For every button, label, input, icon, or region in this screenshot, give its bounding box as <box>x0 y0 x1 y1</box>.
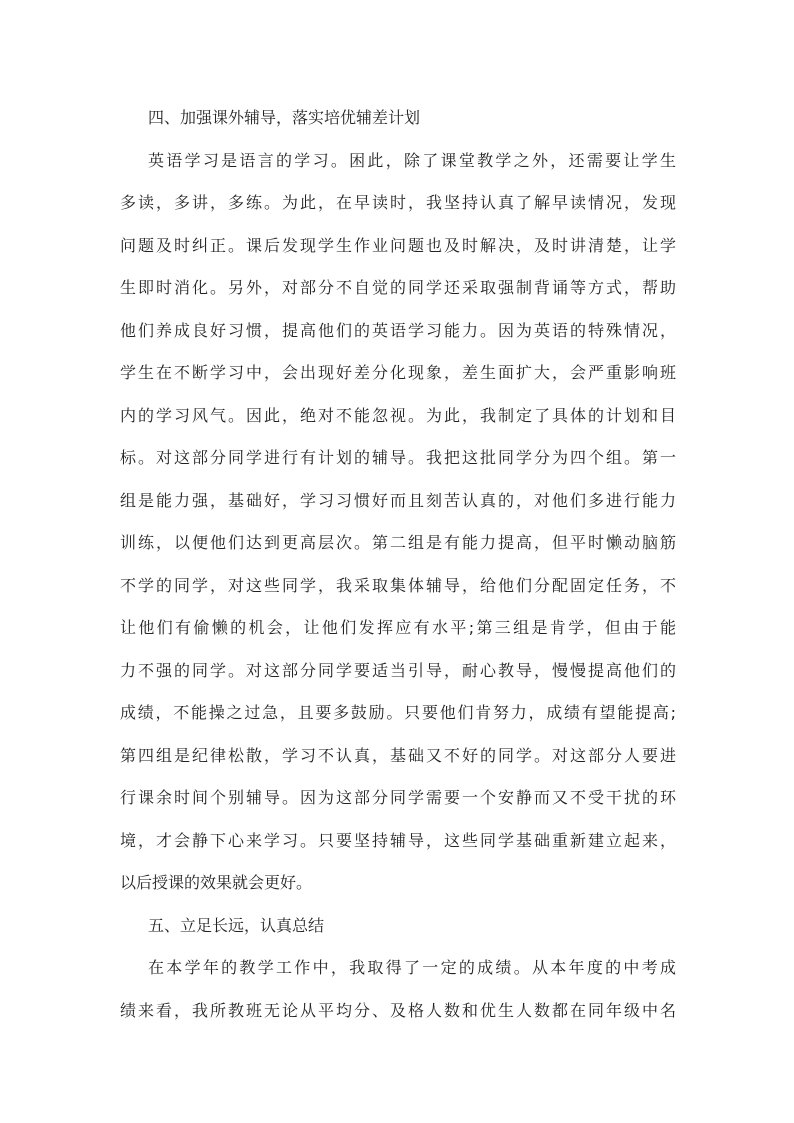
paragraph-line: 力不强的同学。对这部分同学要适当引导，耐心教导，慢慢提高他们的 <box>120 660 676 680</box>
section-heading-5: 五、立足长远，认真总结 <box>148 915 325 935</box>
paragraph-line: 不学的同学，对这些同学，我采取集体辅导，给他们分配固定任务，不 <box>120 575 676 595</box>
paragraph-line: 训练，以便他们达到更高层次。第二组是有能力提高，但平时懒动脑筋 <box>120 533 676 552</box>
paragraph-line: 标。对这部分同学进行有计划的辅导。我把这批同学分为四个组。第一 <box>120 448 676 467</box>
paragraph-line: 以后授课的效果就会更好。 <box>120 873 313 892</box>
paragraph-line: 境，才会静下心来学习。只要坚持辅导，这些同学基础重新建立起来， <box>120 830 676 850</box>
paragraph-line: 组是能力强，基础好，学习习惯好而且刻苦认真的，对他们多进行能力 <box>120 490 676 510</box>
paragraph-line: 绩来看，我所教班无论从平均分、及格人数和优生人数都在同年级中名 <box>120 1000 676 1020</box>
paragraph-line: 行课余时间个别辅导。因为这部分同学需要一个安静而又不受干扰的环 <box>120 788 676 807</box>
paragraph-line: 内的学习风气。因此，绝对不能忽视。为此，我制定了具体的计划和目 <box>120 405 676 425</box>
paragraph-line: 学生在不断学习中，会出现好差分化现象，差生面扩大，会严重影响班 <box>120 363 676 382</box>
paragraph-line: 成绩，不能操之过急，且要多鼓励。只要他们肯努力，成绩有望能提高; <box>120 703 676 722</box>
section-heading-4: 四、加强课外辅导，落实培优辅差计划 <box>148 108 421 127</box>
paragraph-line: 生即时消化。另外，对部分不自觉的同学还采取强制背诵等方式，帮助 <box>120 278 676 297</box>
document-body <box>120 97 676 1032</box>
paragraph-line: 第四组是纪律松散，学习不认真，基础又不好的同学。对这部分人要进 <box>120 745 676 765</box>
paragraph-line: 在本学年的教学工作中，我取得了一定的成绩。从本年度的中考成 <box>148 958 676 977</box>
paragraph-line: 英语学习是语言的学习。困此，除了课堂教学之外，还需要让学生 <box>148 150 676 170</box>
paragraph-line: 他们养成良好习惯，提高他们的英语学习能力。因为英语的特殊情况， <box>120 320 676 340</box>
paragraph-line: 让他们有偷懒的机会，让他们发挥应有水平;第三组是肯学，但由于能 <box>120 618 676 637</box>
paragraph-line: 多读，多讲，多练。为此，在早读时，我坚持认真了解早读情况，发现 <box>120 193 676 212</box>
paragraph-line: 问题及时纠正。课后发现学生作业问题也及时解决，及时讲清楚，让学 <box>120 235 676 255</box>
